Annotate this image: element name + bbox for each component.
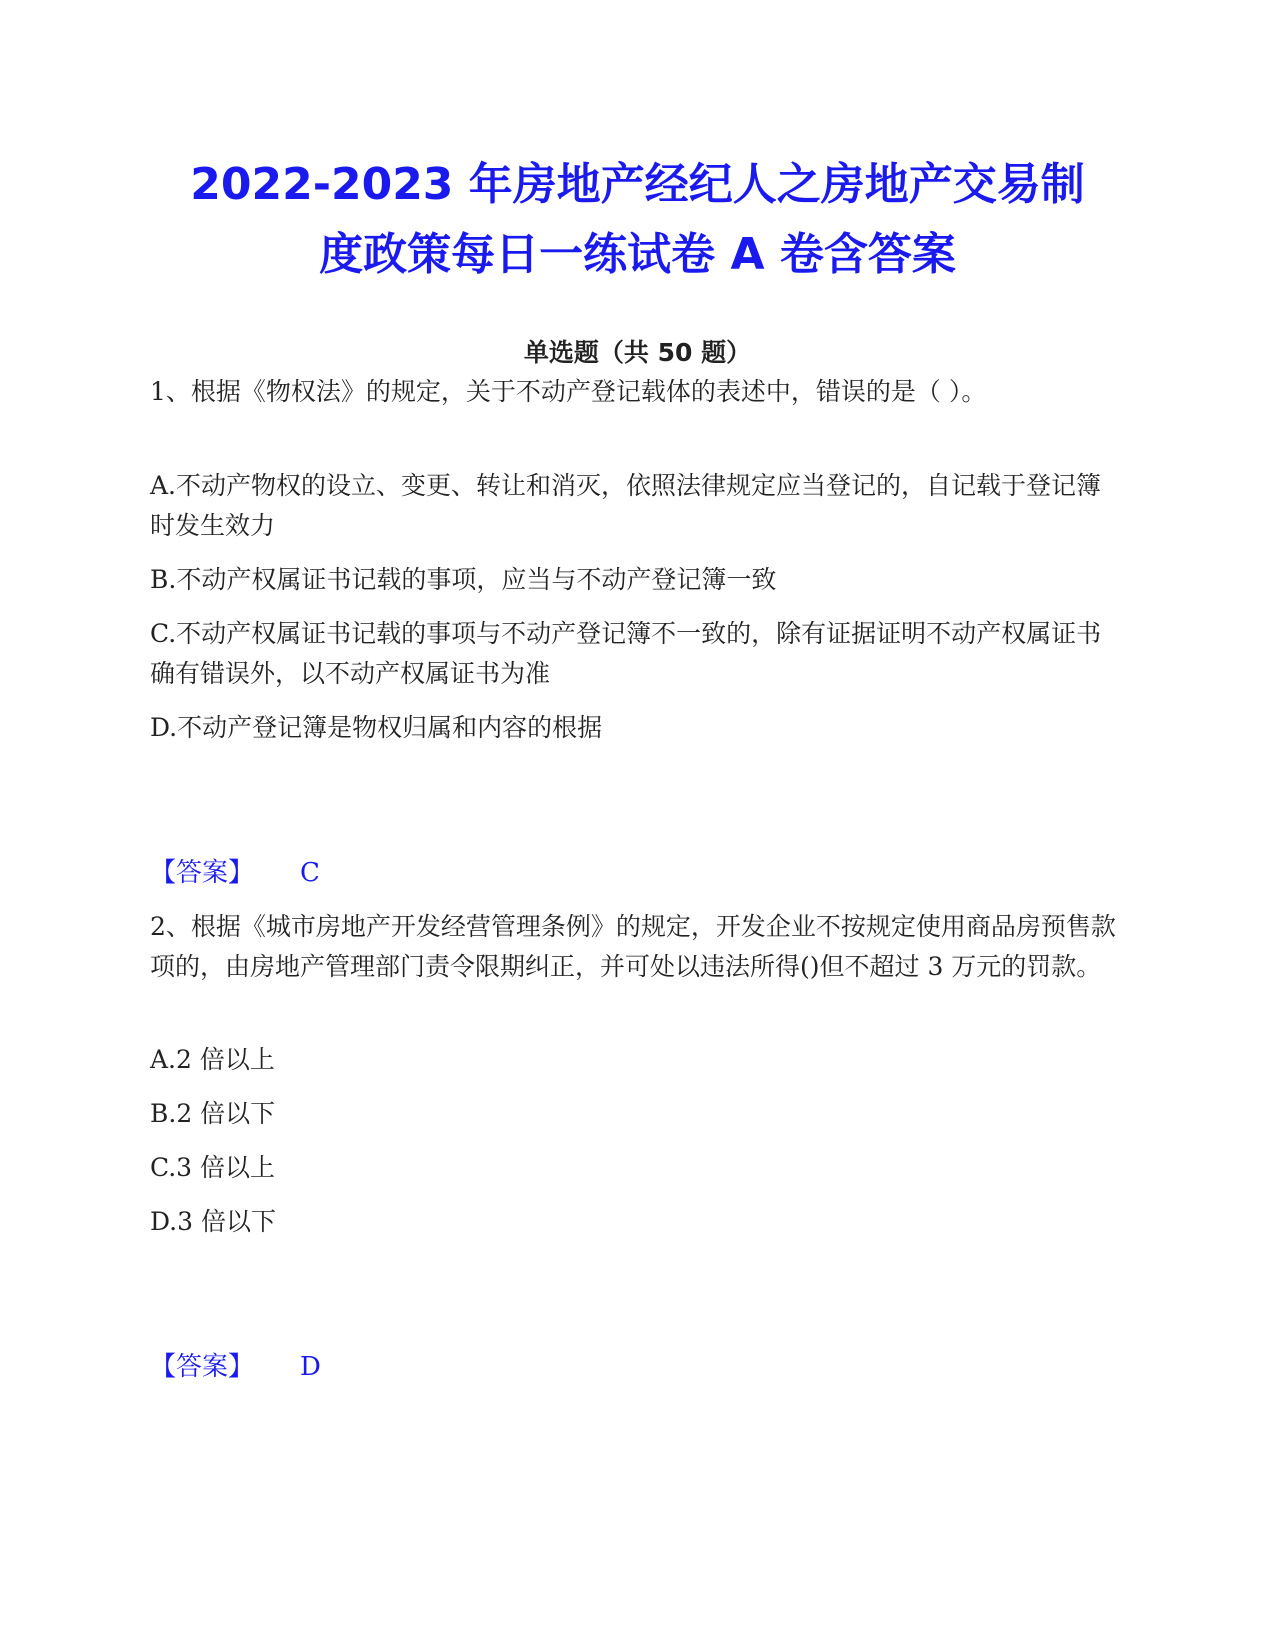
- title-line-1: 2022-2023 年房地产经纪人之房地产交易制: [190, 159, 1085, 210]
- question-1-option-b: B.不动产权属证书记载的事项，应当与不动产登记簿一致: [150, 565, 777, 594]
- question-2-option-a: A.2 倍以上: [150, 1045, 275, 1074]
- question-1-answer: [150, 853, 320, 893]
- question-1-option-a: A.不动产物权的设立、变更、转让和消灭，依照法律规定应当登记的，自记载于登记簿时发生效力: [150, 471, 1102, 540]
- question-2-stem: 2、根据《城市房地产开发经营管理条例》的规定，开发企业不按规定使用商品房预售款项的，由房地产管理部门责令限期纠正，并可处以违法所得()但不超过 3 万元的罚款。: [150, 912, 1116, 981]
- answer-value: D: [300, 1352, 321, 1382]
- question-2-option-c: C.3 倍以上: [150, 1153, 276, 1182]
- document-title: [140, 150, 1135, 290]
- answer-label: 【答案】: [150, 1352, 255, 1382]
- question-2-answer: [150, 1347, 321, 1387]
- answer-label: 【答案】: [150, 858, 255, 888]
- title-line-2: 度政策每日一练试卷 A 卷含答案: [319, 229, 956, 280]
- question-2-option-b: B.2 倍以下: [150, 1099, 276, 1128]
- answer-value: C: [300, 858, 320, 888]
- question-1-option-d: D.不动产登记簿是物权归属和内容的根据: [150, 713, 603, 742]
- section-heading: 单选题（共 50 题）: [523, 338, 752, 367]
- question-1-stem: 1、根据《物权法》的规定，关于不动产登记载体的表述中，错误的是（ ）。: [150, 377, 987, 406]
- question-2-option-d: D.3 倍以下: [150, 1207, 276, 1236]
- question-1-option-c: C.不动产权属证书记载的事项与不动产登记簿不一致的，除有证据证明不动产权属证书确有错误外，以不动产权属证书为准: [150, 619, 1102, 688]
